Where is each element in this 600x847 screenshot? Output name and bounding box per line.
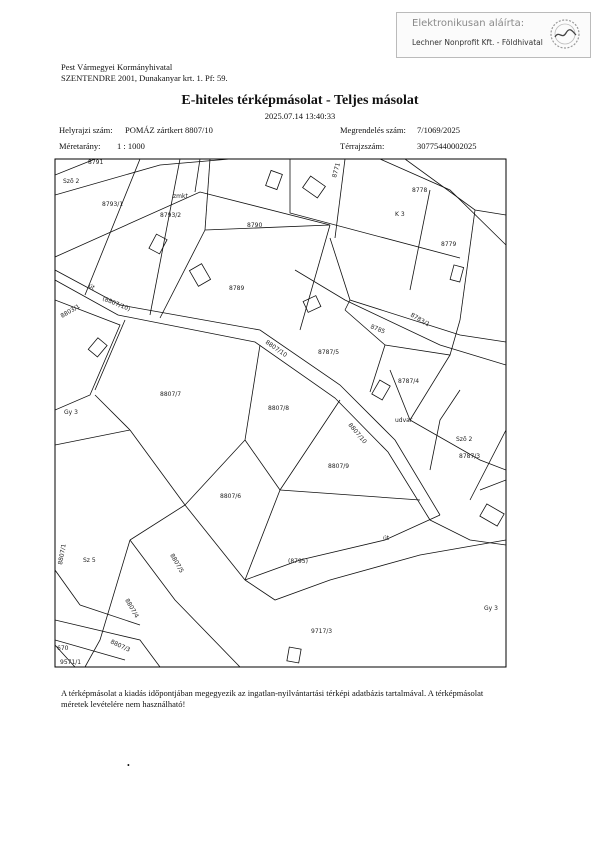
map-number-label: Térrajzszám:: [340, 141, 385, 151]
map-label-8807-7: 8807/7: [160, 391, 182, 398]
map-number-value: 30775440002025: [417, 141, 477, 151]
map-label-8807-6: 8807/6: [220, 493, 242, 500]
map-label-8771: 8771: [331, 161, 342, 179]
map-label-szo2-east: Szõ 2: [456, 436, 473, 443]
map-label-8787-3: 8787/3: [459, 453, 481, 460]
map-label-udvar: udvar: [395, 417, 413, 424]
document-timestamp: 2025.07.14 13:40:33: [264, 111, 336, 121]
map-label-8807-10-mid: 8807/10: [263, 338, 289, 359]
footer-note: A térképmásolat a kiadás időpontjában megegyezik az ingatlan-nyilvántartási térképi adatbázis tartalmával. A térképmásolat méretek levételére nem használható!: [61, 688, 484, 709]
map-label-8789: 8789: [229, 285, 245, 292]
stray-mark: •: [127, 761, 130, 770]
map-label-8793-1: 8793/1: [102, 201, 124, 208]
scale-value: 1 : 1000: [117, 141, 145, 151]
map-label-8779: 8779: [441, 241, 457, 248]
parcel-number-value: POMÁZ zártkert 8807/10: [125, 125, 213, 135]
map-label-8795: (8795): [288, 558, 308, 565]
map-label-8807-8: 8807/8: [268, 405, 290, 412]
map-label-8793-2: 8793/2: [160, 212, 182, 219]
map-label-8807-1: 8807/1: [57, 543, 68, 566]
map-label-8785: 8785: [369, 323, 387, 336]
order-number-value: 7/1069/2025: [417, 125, 460, 135]
office-name: Pest Vármegyei Kormányhivatal: [61, 62, 173, 72]
map-label-k3: K 3: [395, 211, 405, 218]
map-label-zmkt: zmkt: [173, 193, 188, 200]
signature-heading: Elektronikusan aláírta:: [412, 18, 525, 29]
map-label-szo2-north: Szõ 2: [63, 178, 80, 185]
map-label-gy3-west: Gy 3: [64, 409, 78, 416]
office-address: SZENTENDRE 2001, Dunakanyar krt. 1. Pf: 59.: [61, 73, 228, 83]
signature-signer: Lechner Nonprofit Kft. - Földhivatal: [412, 38, 543, 47]
scale-label: Méretarány:: [59, 141, 101, 151]
map-label-8807-9: 8807/9: [328, 463, 350, 470]
map-label-8807-10-road: (8807/10): [101, 295, 132, 313]
map-label-670: 670: [57, 645, 69, 652]
map-label-8791: 8791: [88, 159, 104, 166]
map-label-8787-4: 8787/4: [398, 378, 420, 385]
map-label-8783-1: 8783/1: [409, 311, 431, 329]
map-label-sz5: Sz 5: [83, 557, 96, 564]
map-label-ut-north: út: [87, 282, 96, 292]
map-label-9571-1: 9571/1: [60, 659, 82, 666]
map-label-8807-5: 8807/5: [168, 552, 185, 575]
map-label-8807-3: 8807/3: [109, 638, 132, 654]
map-label-8807-4: 8807/4: [123, 597, 140, 620]
map-label-8790: 8790: [247, 222, 263, 229]
map-label-8787-5: 8787/5: [318, 349, 340, 356]
order-number-label: Megrendelés szám:: [340, 125, 406, 135]
document-title: E-hiteles térképmásolat - Teljes másolat: [181, 93, 419, 108]
map-label-9717-3: 9717/3: [311, 628, 333, 635]
map-label-ut-south: út: [383, 535, 390, 542]
parcel-number-label: Helyrajzi szám:: [59, 125, 113, 135]
map-label-8778: 8778: [412, 187, 428, 194]
map-label-8807-10-south: 8807/10: [346, 421, 368, 446]
map-label-8803-1: 8803/1: [59, 303, 82, 320]
map-label-gy3-east: Gy 3: [484, 605, 498, 612]
